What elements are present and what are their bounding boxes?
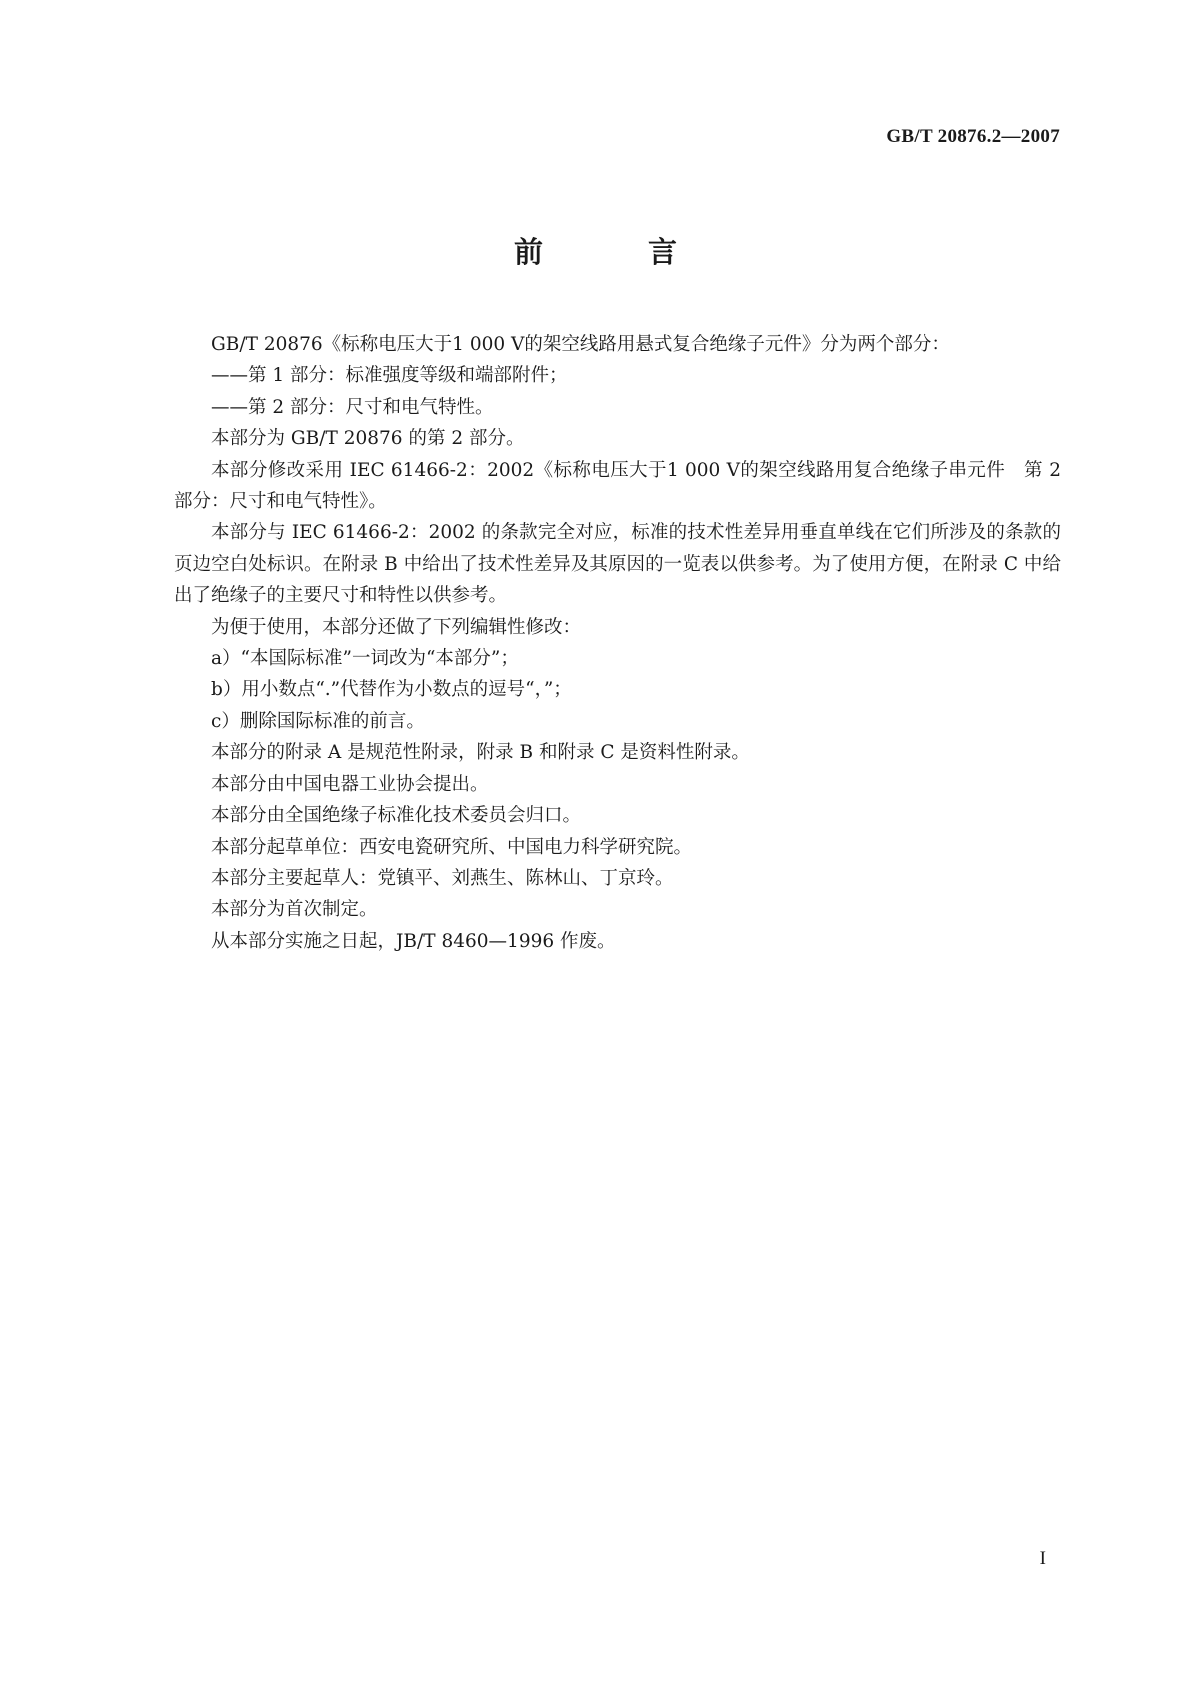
paragraph-series-intro: GB/T 20876《标称电压大于1 000 V的架空线路用悬式复合绝缘子元件》分为两个部分： bbox=[211, 334, 950, 355]
paragraph-supersedes: 从本部分实施之日起，JB/T 8460—1996 作废。 bbox=[211, 930, 616, 952]
list-item-b: b）用小数点“.”代替作为小数点的逗号“，”； bbox=[211, 679, 572, 701]
paragraph-proposed-by: 本部分由中国电器工业协会提出。 bbox=[211, 773, 489, 795]
paragraph-drafting-units: 本部分起草单位：西安电瓷研究所、中国电力科学研究院。 bbox=[211, 836, 693, 858]
paragraph-this-part: 本部分为 GB/T 20876 的第 2 部分。 bbox=[211, 428, 525, 450]
paragraph-adoption: 本部分修改采用 IEC 61466-2：2002《标称电压大于1 000 V的架空线路用复合绝缘子串元件 第 2 部分：尺寸和电气特性》。 bbox=[174, 459, 1061, 513]
paragraph-editorial-intro: 为便于使用，本部分还做了下列编辑性修改： bbox=[211, 616, 582, 638]
paragraph-part-2: ——第 2 部分：尺寸和电气特性。 bbox=[211, 396, 494, 418]
standard-number: GB/T 20876.2—2007 bbox=[886, 126, 1060, 147]
page-number: I bbox=[1039, 1548, 1046, 1569]
page-title: 前 言 bbox=[513, 235, 715, 269]
paragraph-annexes: 本部分的附录 A 是规范性附录，附录 B 和附录 C 是资料性附录。 bbox=[211, 742, 750, 764]
list-item-c: c）删除国际标准的前言。 bbox=[211, 710, 425, 732]
list-item-a: a）“本国际标准”一词改为“本部分”； bbox=[211, 648, 519, 670]
paragraph-first-edition: 本部分为首次制定。 bbox=[211, 899, 378, 921]
foreword-body bbox=[174, 329, 1061, 957]
paragraph-differences: 本部分与 IEC 61466-2：2002 的条款完全对应，标准的技术性差异用垂直单线在它们所涉及的条款的页边空白处标识。在附录 B 中给出了技术性差异及其原因的一览表以供参考。为了使用方便，在附录 C 中给出了绝缘子的主要尺寸和特性以供参考。 bbox=[174, 522, 1061, 607]
paragraph-part-1: ——第 1 部分：标准强度等级和端部附件； bbox=[211, 365, 568, 387]
paragraph-drafters: 本部分主要起草人：党镇平、刘燕生、陈林山、丁京玲。 bbox=[211, 867, 674, 889]
paragraph-responsible: 本部分由全国绝缘子标准化技术委员会归口。 bbox=[211, 805, 582, 827]
